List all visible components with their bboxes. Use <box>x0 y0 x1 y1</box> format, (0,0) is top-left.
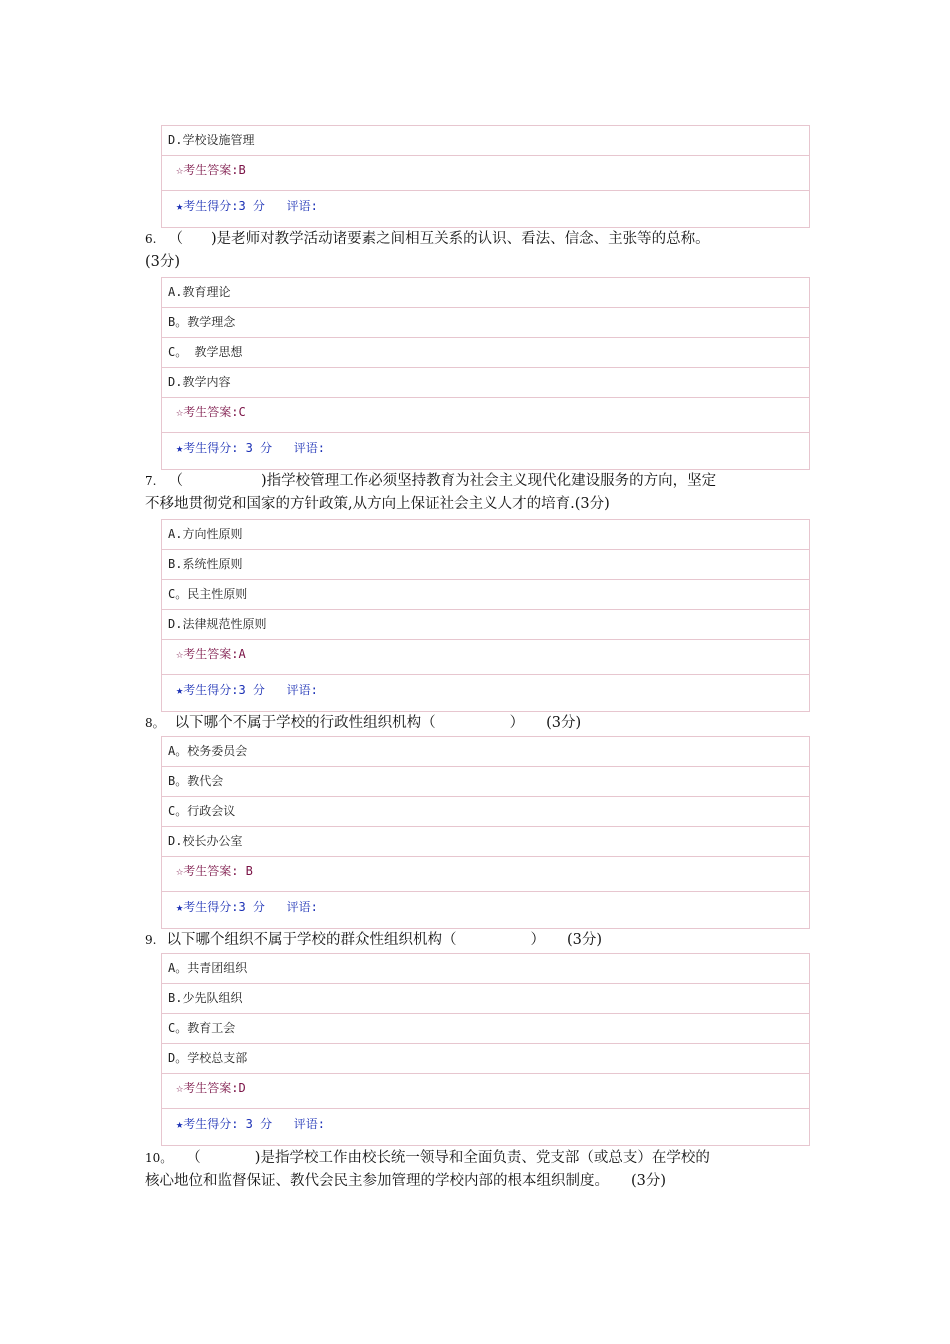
q9-options-box <box>161 953 810 1146</box>
option-b[interactable]: B.系统性原则 <box>162 550 809 580</box>
option-b[interactable]: B。教代会 <box>162 767 809 797</box>
question-points: (3分) <box>546 715 582 731</box>
option-b[interactable]: B。教学理念 <box>162 308 809 338</box>
student-answer: ☆考生答案:B <box>162 156 809 191</box>
student-score: ★考生得分: 3 分 评语: <box>176 441 326 455</box>
option-c[interactable]: C。行政会议 <box>162 797 809 827</box>
student-score: ★考生得分:3 分 评语: <box>176 900 318 914</box>
question-text-line2: 核心地位和监督保证、教代会民主参加管理的学校内部的根本组织制度。 <box>145 1173 609 1189</box>
question-points: (3分) <box>145 254 181 270</box>
open-paren: （ <box>168 231 183 247</box>
question-text: )是老师对教学活动诸要素之间相互关系的认识、看法、信念、主张等的总称。 <box>210 231 710 247</box>
q6-options-box <box>161 277 810 470</box>
question-text: 以下哪个组织不属于学校的群众性组织机构（ <box>166 932 457 948</box>
option-a[interactable]: A。共青团组织 <box>162 954 809 984</box>
option-d[interactable]: D。学校总支部 <box>162 1044 809 1074</box>
question-7 <box>145 470 810 516</box>
question-number: 9. <box>145 933 157 947</box>
question-text: 以下哪个不属于学校的行政性组织机构（ <box>174 715 436 731</box>
question-points: (3分) <box>566 932 602 948</box>
question-8 <box>145 712 810 735</box>
option-c[interactable]: C。教育工会 <box>162 1014 809 1044</box>
student-answer: ☆考生答案:D <box>162 1074 809 1109</box>
question-number: 8。 <box>145 716 165 730</box>
question-6 <box>145 228 810 274</box>
option-c[interactable]: C。民主性原则 <box>162 580 809 610</box>
question-number: 10。 <box>145 1151 173 1165</box>
question-number: 6. <box>145 232 157 246</box>
question-text-line2: 不移地贯彻党和国家的方针政策,从方向上保证社会主义人才的培育.(3分) <box>145 496 610 512</box>
option-a[interactable]: A.教育理论 <box>162 278 809 308</box>
student-answer: ☆考生答案:C <box>162 398 809 433</box>
option-b[interactable]: B.少先队组织 <box>162 984 809 1014</box>
option-c[interactable]: C。 教学思想 <box>162 338 809 368</box>
close-paren: ） <box>530 932 545 948</box>
student-score: ★考生得分: 3 分 评语: <box>176 1117 326 1131</box>
option-d[interactable]: D.校长办公室 <box>162 827 809 857</box>
q8-options-box <box>161 736 810 929</box>
close-paren: ） <box>509 715 525 731</box>
student-score: ★考生得分:3 分 评语: <box>176 683 318 697</box>
student-answer: ☆考生答案:A <box>162 640 809 675</box>
question-9 <box>145 929 810 952</box>
option-a[interactable]: A.方向性原则 <box>162 520 809 550</box>
q5-options-box <box>161 125 810 228</box>
option-a[interactable]: A。校务委员会 <box>162 737 809 767</box>
question-text-line1: )指学校管理工作必须坚持教育为社会主义现代化建设服务的方向，坚定 <box>260 473 717 489</box>
option-d[interactable]: D.学校设施管理 <box>162 126 809 156</box>
open-paren: （ <box>168 473 183 489</box>
question-number: 7. <box>145 474 157 488</box>
option-d[interactable]: D.法律规范性原则 <box>162 610 809 640</box>
option-d[interactable]: D.教学内容 <box>162 368 809 398</box>
student-answer: ☆考生答案: B <box>162 857 809 892</box>
question-points: (3分) <box>631 1173 667 1189</box>
question-10 <box>145 1147 810 1193</box>
open-paren: （ <box>186 1150 201 1166</box>
question-text-line1: )是指学校工作由校长统一领导和全面负责、党支部（或总支）在学校的 <box>254 1150 710 1166</box>
q7-options-box <box>161 519 810 712</box>
student-score: ★考生得分:3 分 评语: <box>176 199 318 213</box>
